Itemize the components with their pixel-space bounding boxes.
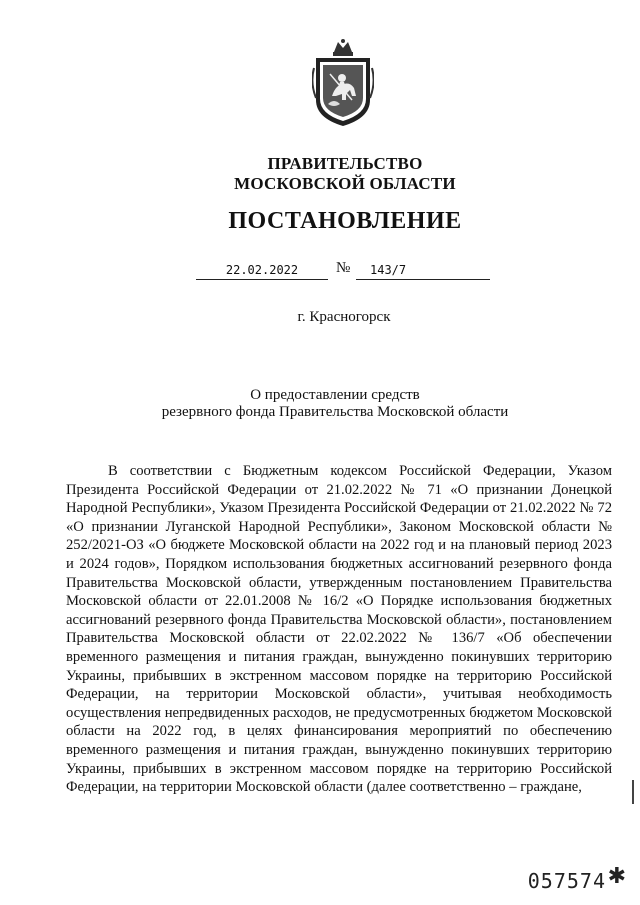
body-paragraph: В соответствии с Бюджетным кодексом Российской Федерации, Указом Президента Российской Федерации от 21.02.2022 № 71 «О признании Донецкой Народной Республики», Указом Президента Российской Федерации от 21.02.2022 № 72 «О признании Луганской Народной Республики», Законом Московской области № 252/2021-ОЗ «О бюджете Московской области на 2022 год и на плановый период 2023 и 2024 годов», Порядком использования бюджетных ассигнований резервного фонда Правительства Московской области, утвержденным постановлением Правительства Московской области от 22.01.2008 № 16/2 «О Порядке использования бюджетных ассигнований резервного фонда Правительства Московской области», постановлением Правительства Московской области от 22.02.2022 № 136/7 «Об обеспечении временного размещения и питания граждан, вынужденно покинувших территорию Украины, прибывших в экстренном массовом порядке на территорию Российской Федерации, на территории Московской области», учитывая необходимость осуществления непредвиденных расходов, не предусмотренных бюджетом Московской области на 2022 год, в целях финансирования мероприятий по обеспечению временного размещения и питания граждан, вынужденно покинувших территорию Украины, прибывших в экстренном массовом порядке на территорию Российской Федерации, на территории Московской области (далее соответственно – граждане, (66, 463, 612, 796)
serial-number: 057574 (527, 869, 606, 893)
document-type: ПОСТАНОВЛЕНИЕ (228, 208, 462, 234)
city: г. Красногорск (297, 309, 391, 325)
date-number-line (0, 259, 640, 281)
subject-line1: О предоставлении средств (250, 387, 420, 403)
edge-mark (632, 780, 634, 804)
coat-of-arms-icon (312, 38, 374, 128)
organization-title-line1: ПРАВИТЕЛЬСТВО (267, 154, 423, 173)
serial-star-mark: ✱ (607, 864, 626, 889)
organization-title-line2: МОСКОВСКОЙ ОБЛАСТИ (234, 174, 456, 193)
document-date: 22.02.2022 (196, 259, 328, 280)
subject-line2: резервного фонда Правительства Московской области (161, 404, 509, 420)
body-text (66, 462, 612, 797)
number-sign: № (336, 260, 351, 276)
document-number: 143/7 (356, 259, 490, 280)
